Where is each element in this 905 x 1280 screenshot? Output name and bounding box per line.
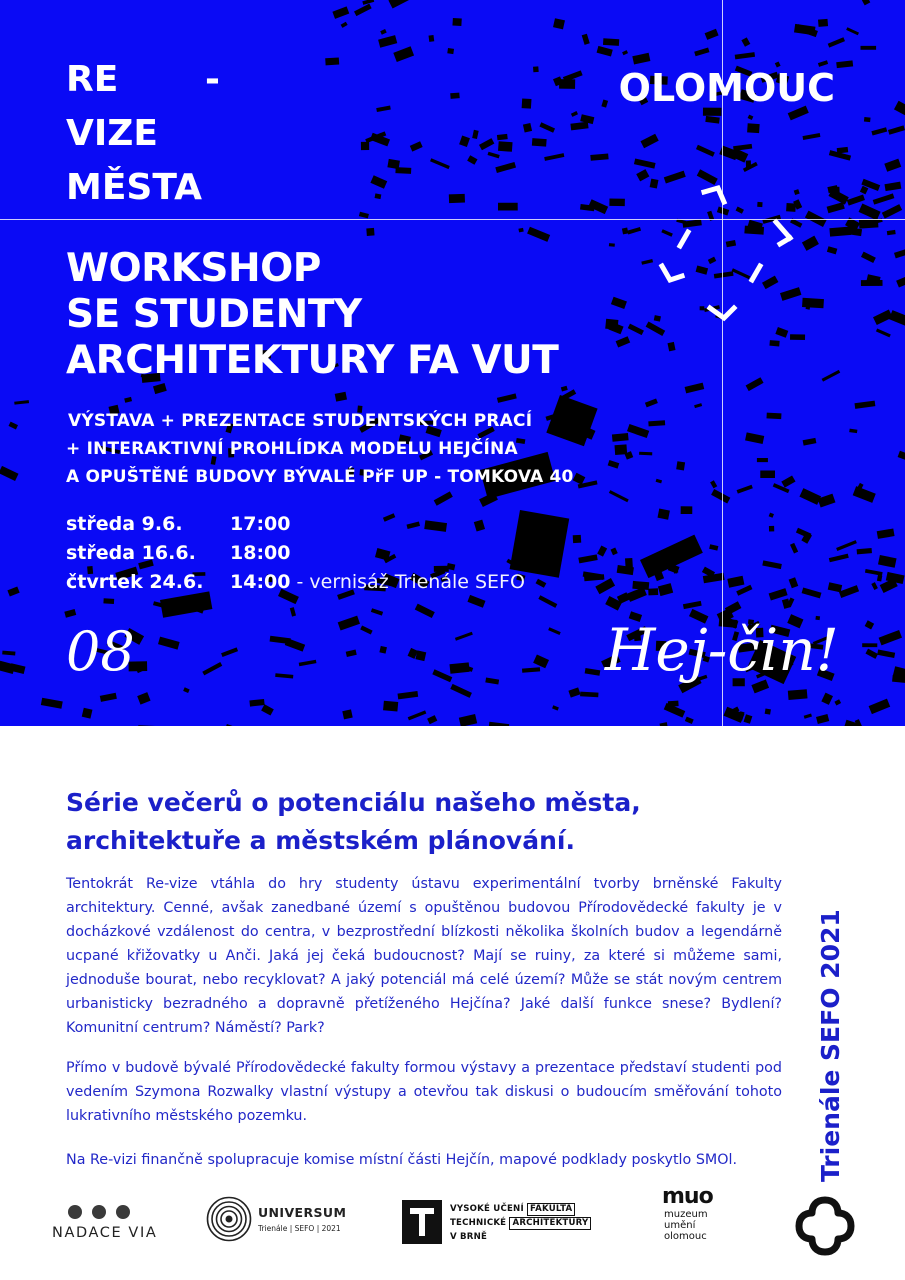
episode-number: 08 <box>66 620 135 683</box>
sefo-quatrefoil-icon <box>792 1194 858 1258</box>
title-vize: VIZE <box>66 113 158 154</box>
muo-line: umění <box>664 1220 696 1231</box>
via-logo-text: NADACE VIA <box>52 1225 158 1241</box>
universum-subtitle: Trienále | SEFO | 2021 <box>258 1224 341 1233</box>
workshop-line: WORKSHOP <box>66 246 321 291</box>
title-dash: - <box>205 59 220 100</box>
schedule-note: - vernisáž Trienále SEFO <box>290 571 525 593</box>
schedule-time: 18:00 <box>230 542 291 564</box>
program-line: + INTERAKTIVNÍ PROHLÍDKA MODELU HEJČÍNA <box>66 439 518 459</box>
workshop-line: SE STUDENTY <box>66 292 362 337</box>
program-line: A OPUŠTĚNÉ BUDOVY BÝVALÉ PřF UP - TOMKOVA 40 <box>66 467 574 487</box>
episode-title: Hej-čin! <box>604 616 839 684</box>
workshop-line: ARCHITEKTURY FA VUT <box>66 338 559 383</box>
fa-text: FAKULTA <box>527 1203 575 1216</box>
dashed-frame-marker <box>640 180 800 330</box>
info-section <box>0 726 905 1280</box>
vut-fa-logo <box>402 1200 592 1246</box>
concentric-rings-icon <box>206 1196 252 1242</box>
title-re: RE <box>66 59 119 100</box>
program-description <box>66 407 574 491</box>
muo-mark: muo <box>662 1184 713 1209</box>
universum-logo <box>206 1196 346 1244</box>
schedule-day: středa 9.6. <box>66 513 183 535</box>
muo-logo <box>662 1186 730 1256</box>
vut-t-icon <box>402 1200 442 1244</box>
vut-text: TECHNICKÉ <box>450 1218 507 1228</box>
subtitle-line: Série večerů o potenciálu našeho města, <box>66 788 641 817</box>
dots-icon <box>68 1205 144 1219</box>
nadace-via-logo <box>52 1205 162 1245</box>
paragraph-exhibition: Přímo v budově bývalé Přírodovědecké fakulty formou výstavy a prezentace představí studenti pod vedením Szymona Rozwalky vlastní výstupy a otevřou tak diskusi o budoucím směřování tohoto lukrativního městského pozemku. <box>66 1060 782 1124</box>
subtitle-line: architektuře a městském plánování. <box>66 826 575 855</box>
schedule-time: 17:00 <box>230 513 291 535</box>
vertical-trienale-label: Trienále SEFO 2021 <box>816 909 845 1182</box>
paragraph-intro: Tentokrát Re-vize vtáhla do hry studenty ústavu experimentální tvorby brněnské Fakulty architektury. Cenné, avšak zanedbané území s opuštěnou budovou Přírodovědecké fakulty je v docházkové vzdálenost do centra, v bezprostřední blízkosti několika školních budov a legendárně ucpané křižovatky u Anči. Jaká jej čeká budoucnost? Mají se ruiny, za které si můžeme sami, jednoduše bourat, nebo recyklovat? A jaký potenciál má celé území? Může se stát novým centrem urbanisticky bezradného a dopravně přetíženého Hejčína? Jaké další funkce snese? Bydlení? Komunitní centrum? Náměstí? Park? <box>66 876 782 1036</box>
muo-line: muzeum <box>664 1209 708 1220</box>
muo-line: olomouc <box>664 1231 707 1242</box>
program-line: VÝSTAVA + PREZENTACE STUDENTSKÝCH PRACÍ <box>68 411 533 431</box>
schedule-day: středa 16.6. <box>66 542 196 564</box>
schedule-time: 14:00 <box>230 571 291 593</box>
fa-text: ARCHITEKTURY <box>509 1217 591 1230</box>
workshop-heading <box>66 246 558 384</box>
series-subtitle <box>66 784 786 860</box>
universum-title: UNIVERSUM <box>258 1205 347 1220</box>
city-name: OLOMOUC <box>618 66 835 110</box>
paragraph-partners: Na Re-vizi finančně spolupracuje komise místní části Hejčín, mapové podklady poskytlo SMOl. <box>66 1152 738 1168</box>
vut-text: VYSOKÉ UČENÍ <box>450 1204 524 1214</box>
title-mesta: MĚSTA <box>66 167 202 208</box>
vut-text: V BRNĚ <box>450 1232 488 1242</box>
schedule-day: čtvrtek 24.6. <box>66 571 204 593</box>
